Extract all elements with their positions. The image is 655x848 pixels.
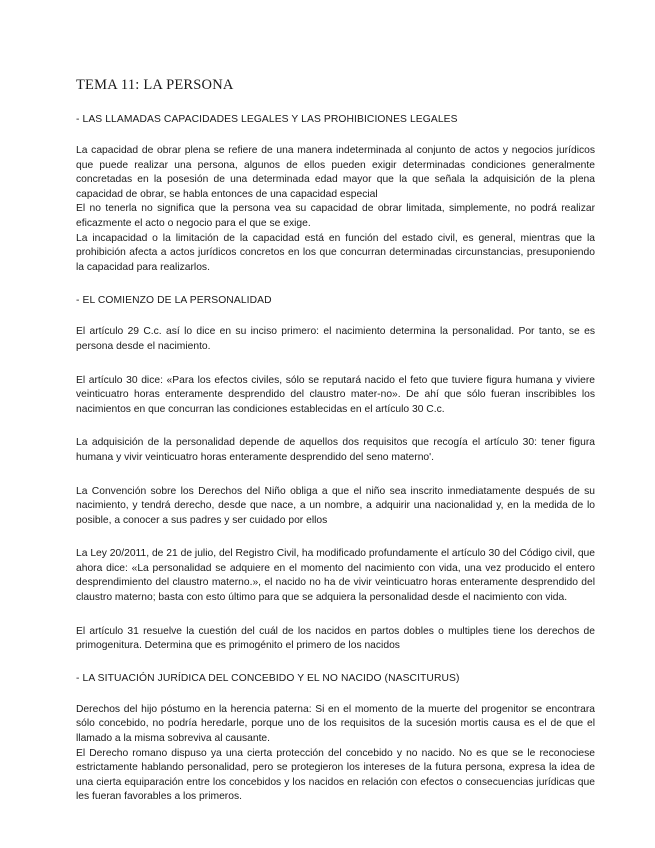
paragraph: Derechos del hijo póstumo en la herencia paterna: Si en el momento de la muerte del progenitor se encontrara sólo concebido, no podría heredarle, porque uno de los requisitos de la sucesión mortis causa es el de que el llamado a la misma sobreviva al causante. bbox=[76, 703, 595, 745]
paragraph: La incapacidad o la limitación de la capacidad está en función del estado civil, es general, mientras que la prohibición afecta a actos jurídicos concretos en los que concurran determinadas circunstancias, presuponiendo la capacidad para realizarlos. bbox=[76, 232, 595, 273]
paragraph: El no tenerla no significa que la persona vea su capacidad de obrar limitada, simplemente, no podrá realizar eficazmente el acto o negocio para el que se exige. bbox=[76, 203, 595, 229]
paragraph-block bbox=[76, 703, 595, 805]
paragraph-block bbox=[76, 144, 595, 275]
paragraph: La Ley 20/2011, de 21 de julio, del Registro Civil, ha modificado profundamente el artículo 30 del Código civil, que ahora dice: «La personalidad se adquiere en el momento del nacimiento con vida, una vez producido el entero desprendimiento del claustro materno.», el nacido no ha de vivir veinticuatro horas enteramente desprendido del claustro materno; basta con esto último para que se adquiera la personalidad desde el nacimiento con vida. bbox=[76, 548, 595, 604]
section-heading: - LA SITUACIÓN JURÍDICA DEL CONCEBIDO Y EL NO NACIDO (NASCITURUS) bbox=[76, 672, 460, 684]
paragraph-block bbox=[76, 325, 595, 354]
paragraph: El artículo 30 dice: «Para los efectos civiles, sólo se reputará nacido el feto que tuviere figura humana y viviere veinticuatro horas enteramente desprendido del claustro mater-no». De ahí que sólo fueran inscribibles los nacimientos en que concurran las condiciones establecidas en el artículo 30 C.c. bbox=[76, 374, 595, 415]
paragraph-block bbox=[76, 436, 595, 465]
paragraph-block bbox=[76, 547, 595, 605]
paragraph: El artículo 31 resuelve la cuestión del cuál de los nacidos en partos dobles o multiples tiene los derechos de primogenitura. Determina que es primogénito el primero de los nacidos bbox=[76, 625, 595, 652]
paragraph: La adquisición de la personalidad depende de aquellos dos requisitos que recogía el artículo 30: tener figura humana y vivir veinticuatro horas enteramente desprendido del seno materno'. bbox=[76, 437, 595, 463]
paragraph: La capacidad de obrar plena se refiere de una manera indeterminada al conjunto de actos y negocios jurídicos que puede realizar una persona, algunos de ellos pueden exigir determinadas condiciones generalmente concretadas en la posesión de una determinada edad mayor que la que señala la adquisición de la plena capacidad de obrar, se habla entonces de una capacidad especial bbox=[76, 145, 595, 200]
paragraph: El artículo 29 C.c. así lo dice en su inciso primero: el nacimiento determina la personalidad. Por tanto, se es persona desde el nacimiento. bbox=[76, 326, 595, 352]
section-heading: - EL COMIENZO DE LA PERSONALIDAD bbox=[76, 295, 272, 307]
paragraph-block bbox=[76, 485, 595, 529]
document-title: TEMA 11: LA PERSONA bbox=[76, 77, 234, 93]
paragraph: El Derecho romano dispuso ya una cierta protección del concebido y no nacido. No es que se le reconociese estrictamente hablando personalidad, pero se protegieron los intereses de la futura persona, expresa la idea de una cierta equiparación entre los concebidos y los nacidos en relación con efectos o consecuencias jurídicas que les fueran favorables a los primeros. bbox=[76, 747, 595, 803]
paragraph-block bbox=[76, 625, 595, 654]
section-heading: - LAS LLAMADAS CAPACIDADES LEGALES Y LAS PROHIBICIONES LEGALES bbox=[76, 114, 458, 125]
paragraph: La Convención sobre los Derechos del Niño obliga a que el niño sea inscrito inmediatamente después de su nacimiento, y tendrá derecho, desde que nace, a un nombre, a adquirir una nacionalidad y, en la medida de lo posible, a conocer a sus padres y ser cuidado por ellos bbox=[76, 485, 595, 526]
paragraph-block bbox=[76, 374, 595, 418]
